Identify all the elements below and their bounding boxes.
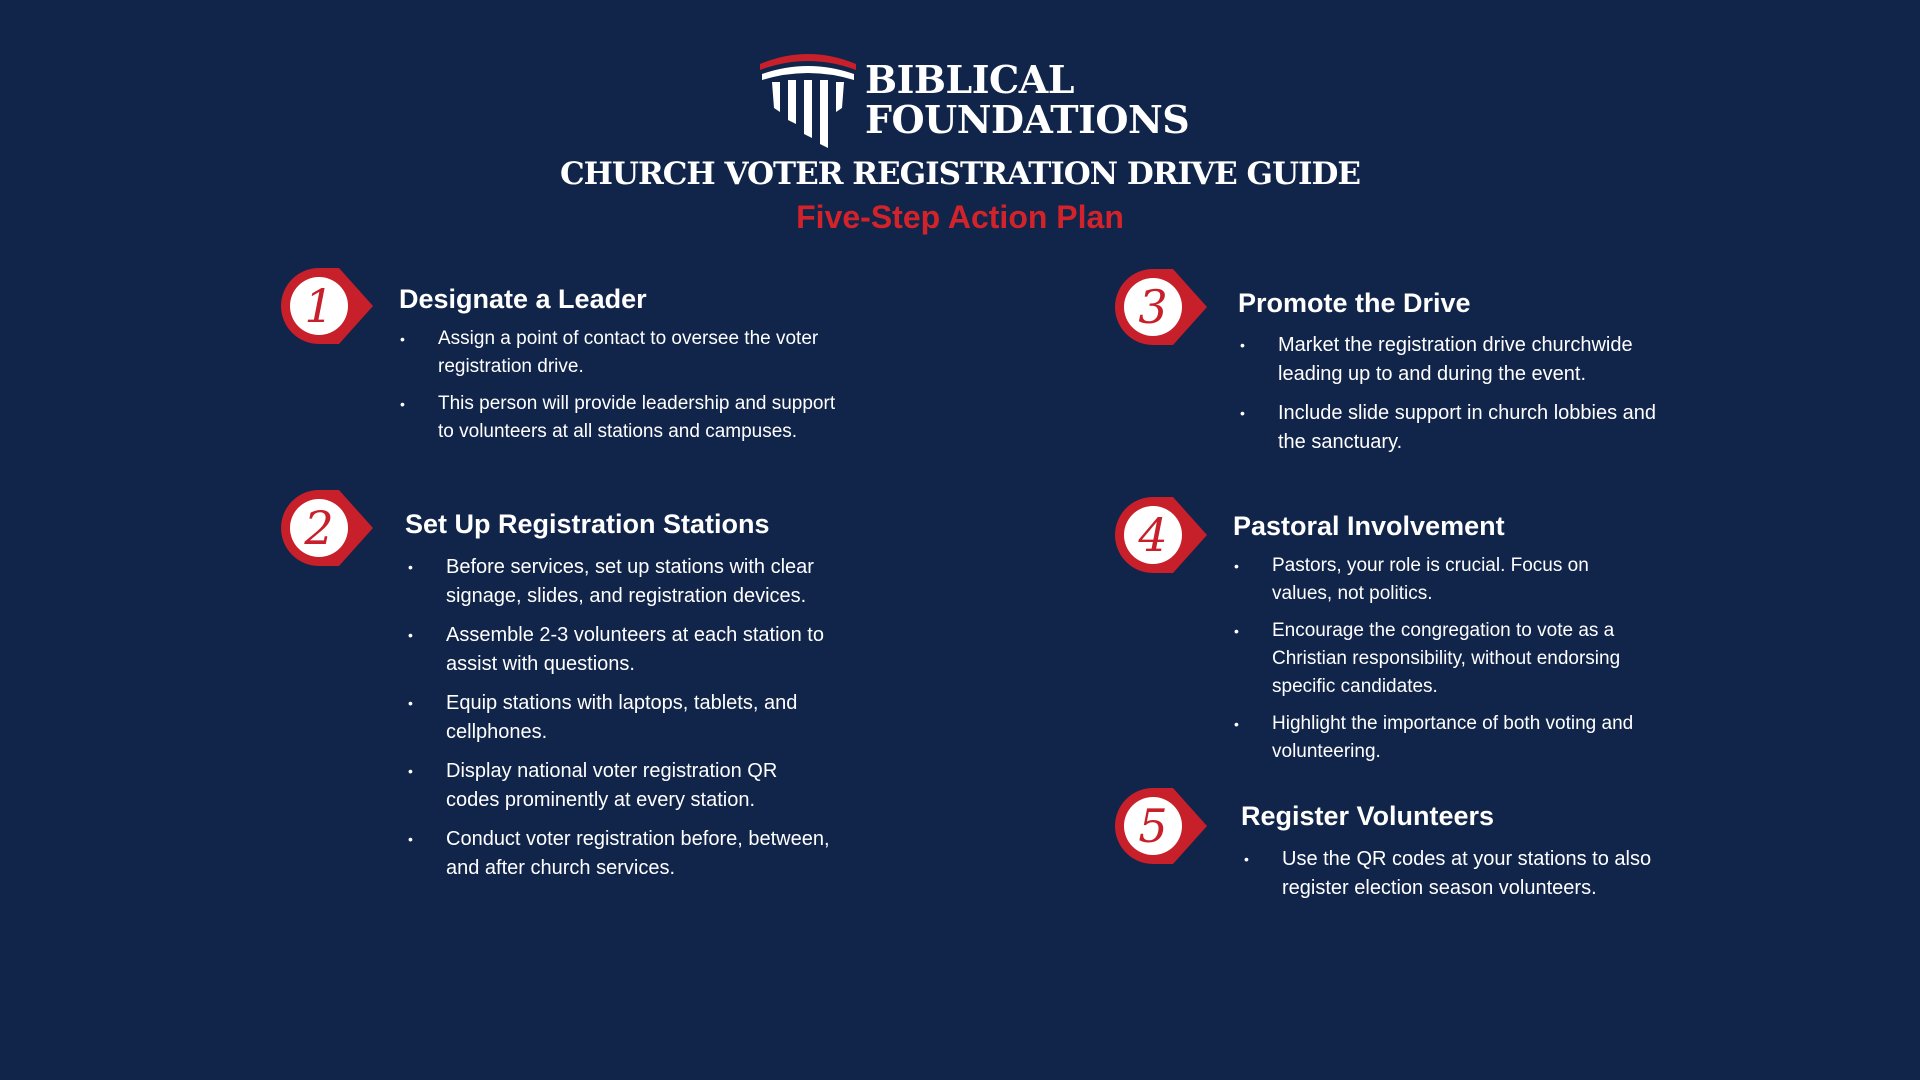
list-item: • Equip stations with laptops, tablets, and cellphones. (446, 689, 836, 747)
bullet-icon: • (408, 627, 413, 643)
bullet-icon: • (400, 396, 405, 412)
step-number-badge (1115, 788, 1207, 864)
list-item: • Use the QR codes at your stations to also register election season volunteers. (1282, 845, 1702, 903)
list-item: • This person will provide leadership and support to volunteers at all stations and campuses. (438, 390, 838, 446)
step-title: Promote the Drive (1238, 288, 1471, 318)
step-title: Designate a Leader (399, 284, 647, 314)
list-item: • Pastors, your role is crucial. Focus on values, not politics. (1272, 552, 1652, 608)
bullet-icon: • (1240, 405, 1245, 421)
bullet-icon: • (408, 695, 413, 711)
bullet-icon: • (1234, 716, 1239, 732)
step-bullets (408, 553, 836, 893)
step-title: Set Up Registration Stations (405, 509, 770, 539)
list-item: • Assign a point of contact to oversee the voter registration drive. (438, 325, 838, 381)
list-item: • Include slide support in church lobbies and the sanctuary. (1278, 399, 1678, 457)
page-title: CHURCH VOTER REGISTRATION DRIVE GUIDE (559, 156, 1361, 192)
step-number-badge (1115, 497, 1207, 573)
brand-wordmark (865, 57, 1190, 142)
bullet-icon: • (1234, 623, 1239, 639)
brand-line-2: FOUNDATIONS (865, 97, 1190, 142)
step-number-badge (281, 490, 373, 566)
list-item: • Assemble 2-3 volunteers at each station to assist with questions. (446, 621, 836, 679)
bullet-icon: • (400, 331, 405, 347)
list-item: • Before services, set up stations with clear signage, slides, and registration devices. (446, 553, 836, 611)
step-bullets (1240, 331, 1678, 467)
list-item: • Encourage the congregation to vote as a Christian responsibility, without endorsing specific candidates. (1272, 617, 1652, 701)
bullet-icon: • (408, 831, 413, 847)
brand-logo (758, 50, 1190, 150)
step-bullets (400, 325, 838, 455)
step-number: 1 (304, 279, 334, 333)
bullet-icon: • (1240, 337, 1245, 353)
brand-line-1: BIBLICAL (865, 57, 1074, 102)
bullet-icon: • (1234, 558, 1239, 574)
list-item: • Market the registration drive churchwide leading up to and during the event. (1278, 331, 1678, 389)
step-bullets (1244, 845, 1702, 913)
list-item: • Highlight the importance of both voting and volunteering. (1272, 710, 1652, 766)
pillar-logo-icon (758, 50, 858, 150)
step-number-badge (1115, 269, 1207, 345)
step-title: Register Volunteers (1241, 801, 1495, 831)
step-number: 2 (304, 501, 334, 555)
page-subtitle: Five-Step Action Plan (796, 199, 1124, 235)
step-number: 3 (1138, 280, 1168, 334)
step-bullets (1234, 552, 1652, 775)
list-item: • Display national voter registration QR codes prominently at every station. (446, 757, 836, 815)
step-number: 5 (1138, 799, 1168, 853)
step-number: 4 (1138, 508, 1168, 562)
list-item: • Conduct voter registration before, between, and after church services. (446, 825, 836, 883)
step-number-badge (281, 268, 373, 344)
bullet-icon: • (1244, 851, 1249, 867)
step-title: Pastoral Involvement (1233, 511, 1505, 541)
bullet-icon: • (408, 559, 413, 575)
bullet-icon: • (408, 763, 413, 779)
